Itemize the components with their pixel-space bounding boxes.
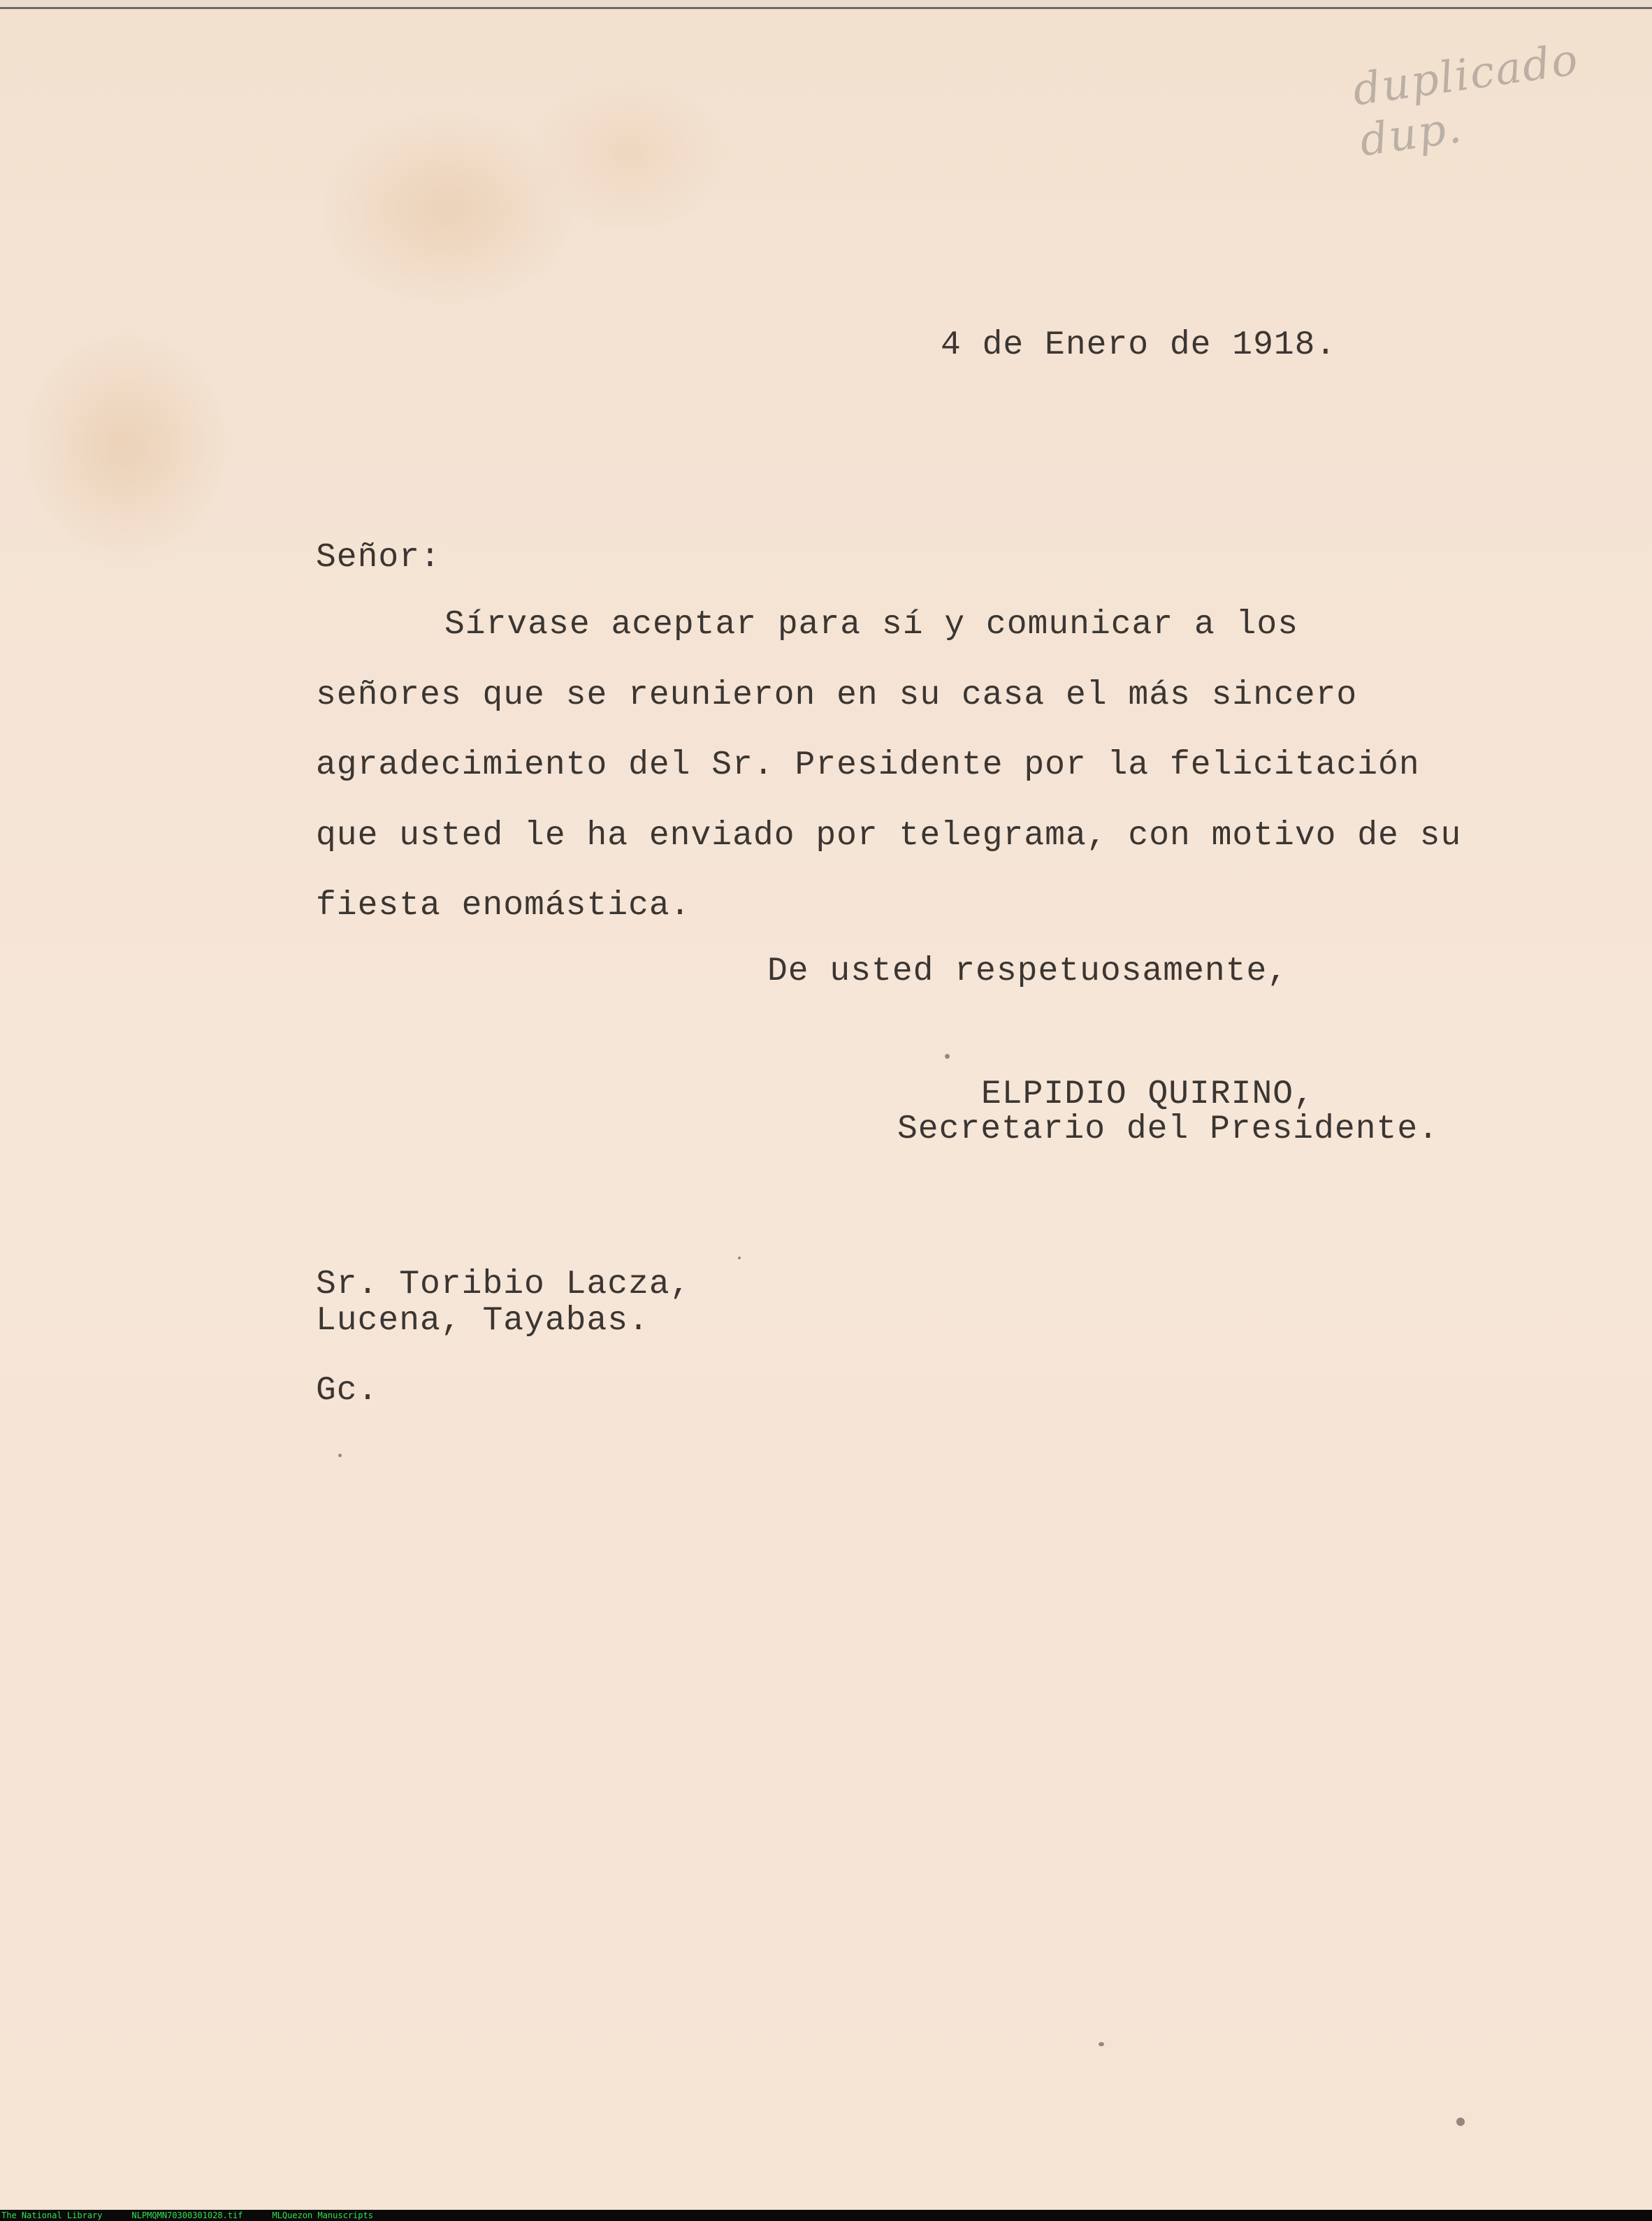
- paper-speck: [1456, 2118, 1465, 2126]
- footer-bar: [0, 2210, 1652, 2221]
- letter-body: Sírvase aceptar para sí y comunicar a los señores que se reunieron en su casa el más sincero agradecimiento del Sr. Presidente por la felicitación que usted le ha enviado por telegrama, con motivo de su fiesta enomástica.: [316, 606, 1462, 925]
- recipient-name: Sr. Toribio Lacza,: [316, 1266, 691, 1303]
- signer-title: Secretario del Presidente.: [897, 1110, 1439, 1148]
- recipient-location: Lucena, Tayabas.: [316, 1302, 649, 1340]
- letter-date: 4 de Enero de 1918.: [941, 326, 1337, 364]
- pencil-annotation: duplicado dup.: [1349, 33, 1582, 166]
- page-top-edge: [0, 0, 1652, 9]
- signer-name: ELPIDIO QUIRINO,: [981, 1076, 1314, 1113]
- paper-speck: [1099, 2042, 1104, 2046]
- footer-library: The National Library: [1, 2211, 103, 2220]
- paper-speck: [338, 1454, 342, 1457]
- salutation: Señor:: [316, 539, 441, 577]
- paper-speck: [945, 1054, 950, 1059]
- closing: De usted respetuosamente,: [767, 953, 1289, 990]
- typist-initials: Gc.: [316, 1372, 379, 1410]
- paper-speck: [738, 1257, 741, 1259]
- footer-file: NLPMQMN70300301028.tif: [131, 2211, 243, 2220]
- footer-collection: MLQuezon Manuscripts: [272, 2211, 373, 2220]
